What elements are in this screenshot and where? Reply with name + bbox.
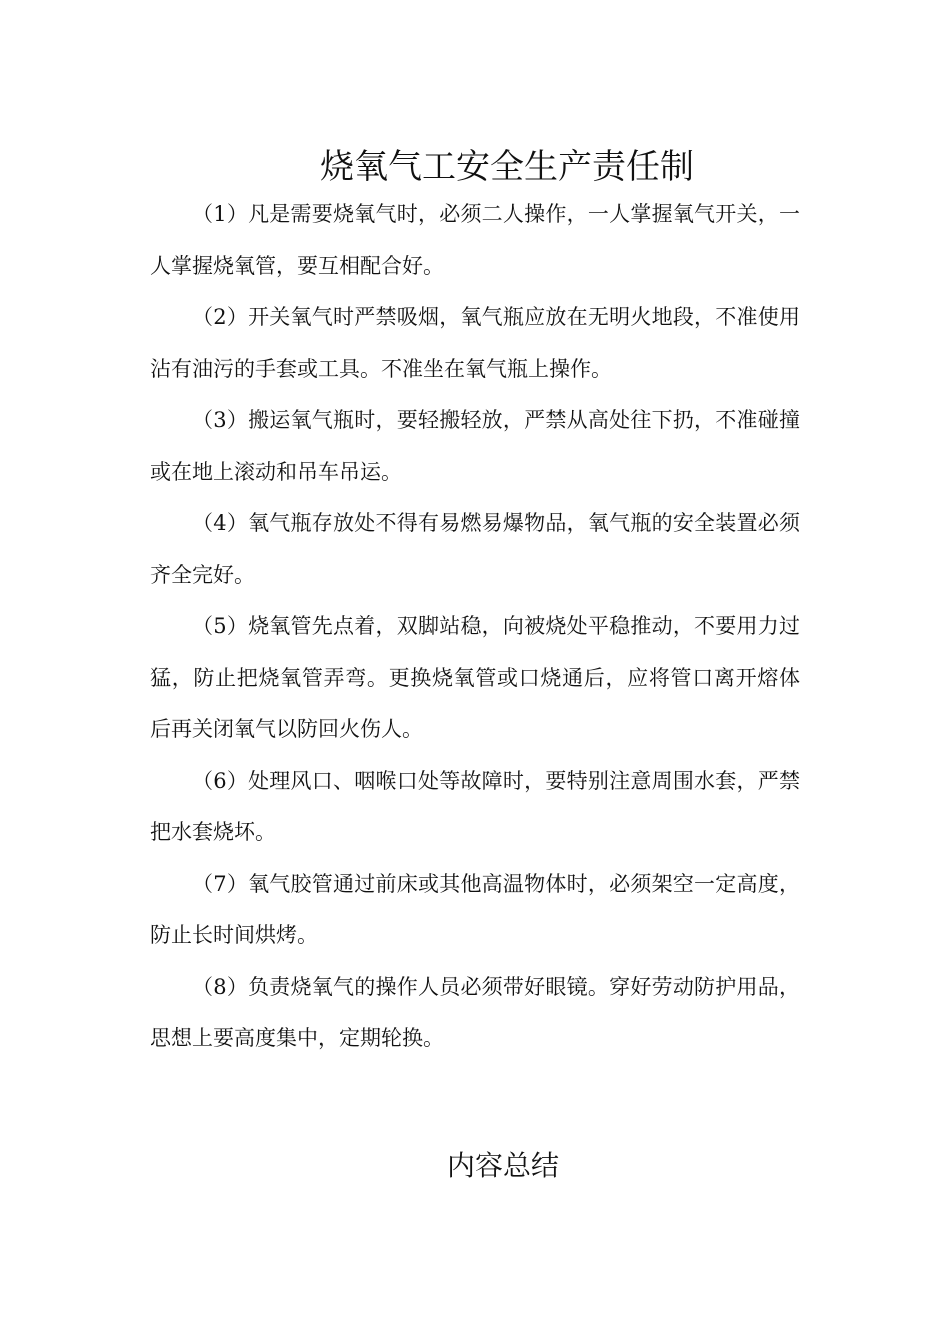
document-body bbox=[150, 189, 800, 1065]
paragraph-4: （4）氧气瓶存放处不得有易燃易爆物品，氧气瓶的安全装置必须齐全完好。 bbox=[150, 511, 800, 587]
paragraph-2: （2）开关氧气时严禁吸烟，氧气瓶应放在无明火地段，不准使用沾有油污的手套或工具。不准坐在氧气瓶上操作。 bbox=[150, 305, 800, 381]
document-title: 烧氧气工安全生产责任制 bbox=[320, 146, 694, 187]
summary-heading: 内容总结 bbox=[446, 1149, 559, 1183]
paragraph-8: （8）负责烧氧气的操作人员必须带好眼镜。穿好劳动防护用品，思想上要高度集中，定期轮换。 bbox=[150, 974, 800, 1050]
paragraph-1: （1）凡是需要烧氧气时，必须二人操作，一人掌握氧气开关，一人掌握烧氧管，要互相配合好。 bbox=[150, 202, 800, 278]
paragraph-5: （5）烧氧管先点着，双脚站稳，向被烧处平稳推动，不要用力过猛，防止把烧氧管弄弯。更换烧氧管或口烧通后，应将管口离开熔体后再关闭氧气以防回火伤人。 bbox=[150, 614, 800, 741]
paragraph-6: （6）处理风口、咽喉口处等故障时，要特别注意周围水套，严禁把水套烧坏。 bbox=[150, 768, 800, 844]
paragraph-7: （7）氧气胶管通过前床或其他高温物体时，必须架空一定高度，防止长时间烘烤。 bbox=[150, 871, 800, 947]
paragraph-3: （3）搬运氧气瓶时，要轻搬轻放，严禁从高处往下扔，不准碰撞或在地上滚动和吊车吊运。 bbox=[150, 408, 800, 484]
